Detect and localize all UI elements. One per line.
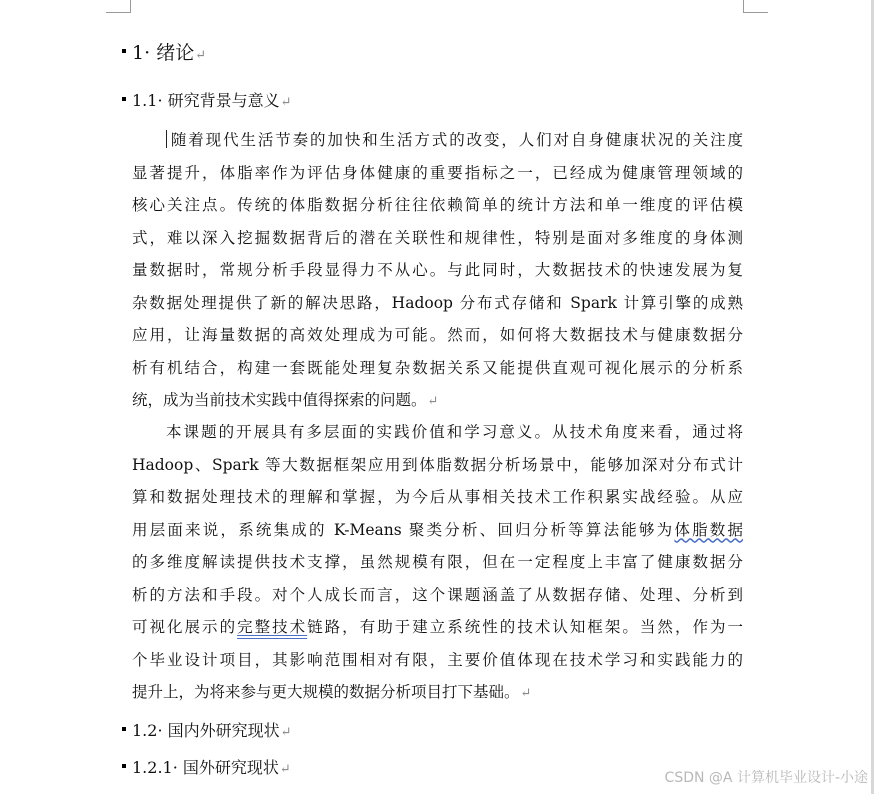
text-line: 随着现代生活节奏的加快和生活方式的改变，人们对自身健康状况的关注度 [132, 124, 743, 157]
heading-1-2-1[interactable]: 1.2.1· 国外研究现状↵ [122, 755, 291, 778]
crop-mark-top-right [743, 0, 768, 13]
paragraph-mark-icon: ↵ [279, 762, 291, 777]
spellcheck-underline[interactable]: 体脂数据 [674, 520, 743, 539]
list-bullet-icon [122, 97, 126, 101]
heading-number: 1.2.1 [132, 758, 173, 777]
text-line: 量数据时，常规分析手段显得力不从心。与此同时，大数据技术的快速发展为复 [132, 261, 743, 279]
heading-1-1[interactable]: 1.1· 研究背景与意义↵ [122, 88, 292, 111]
heading-number: 1 [132, 42, 145, 64]
paragraph-mark-icon: ↵ [195, 48, 207, 63]
text-line: 统，成为当前技术实践中值得探索的问题。↵ [132, 391, 439, 409]
paragraph-mark-icon: ↵ [427, 394, 439, 409]
paragraph-mark-icon: ↵ [280, 95, 292, 110]
text-line: 式，难以深入挖掘数据背后的潜在关联性和规律性，特别是面对多维度的身体测 [132, 228, 743, 247]
text-line: 提升上，为将来参与更大规模的数据分析项目打下基础。↵ [132, 683, 532, 701]
text-line: 算和数据处理技术的理解和掌握，为今后从事相关技术工作积累实战经验。从应 [132, 488, 743, 506]
grammar-underline[interactable]: 完整技术 [237, 618, 308, 636]
crop-mark-top-left [106, 0, 131, 13]
heading-number: 1.2 [132, 721, 158, 740]
list-bullet-icon [122, 727, 126, 731]
text-line: 杂数据处理提供了新的解决思路，Hadoop 分布式存储和 Spark 计算引擎的成熟 [132, 293, 743, 312]
heading-1[interactable]: 1· 绪论↵ [122, 38, 206, 65]
text-line: 的多维度解读提供技术支撑，虽然规模有限，但在一定程度上丰富了健康数据分 [132, 553, 743, 571]
text-line: 核心关注点。传统的体脂数据分析往往依赖简单的统计方法和单一维度的评估模 [132, 196, 743, 214]
text-line: 用层面来说，系统集成的 K-Means 聚类分析、回归分析等算法能够为体脂数据 [132, 520, 743, 539]
paragraph-mark-icon: ↵ [520, 686, 532, 701]
paragraph-background[interactable] [132, 124, 743, 419]
text-line: Hadoop、Spark 等大数据框架应用到体脂数据分析场景中，能够加深对分布式计 [132, 455, 743, 474]
paragraph-significance[interactable] [132, 416, 743, 711]
text-cursor-icon [166, 130, 167, 148]
text-line: 析的方法和手段。对个人成长而言，这个课题涵盖了从数据存储、处理、分析到 [132, 585, 743, 604]
heading-1-2[interactable]: 1.2· 国内外研究现状↵ [122, 718, 292, 741]
list-bullet-icon [122, 49, 126, 53]
text-line: 析有机结合，构建一套既能处理复杂数据关系又能提供直观可视化展示的分析系 [132, 358, 743, 377]
heading-number: 1.1 [132, 91, 158, 110]
list-bullet-icon [122, 764, 126, 768]
text-line: 应用，让海量数据的高效处理成为可能。然而，如何将大数据技术与健康数据分 [132, 326, 743, 344]
heading-title: 研究背景与意义 [167, 91, 280, 110]
text-line: 显著提升，体脂率作为评估身体健康的重要指标之一，已经成为健康管理领域的 [132, 163, 743, 182]
text-line: 可视化展示的完整技术链路，有助于建立系统性的技术认知框架。当然，作为一 [132, 618, 743, 636]
text-line: 本课题的开展具有多层面的实践价值和学习意义。从技术角度来看，通过将 [166, 423, 743, 441]
paragraph-mark-icon: ↵ [280, 725, 292, 740]
heading-title: 绪论 [156, 42, 195, 64]
heading-title: 国外研究现状 [182, 758, 279, 777]
heading-title: 国内外研究现状 [167, 721, 280, 740]
text-line: 个毕业设计项目，其影响范围相对有限，主要价值体现在技术学习和实践能力的 [132, 650, 743, 669]
watermark: CSDN @A 计算机毕业设计-小途 [664, 770, 868, 786]
